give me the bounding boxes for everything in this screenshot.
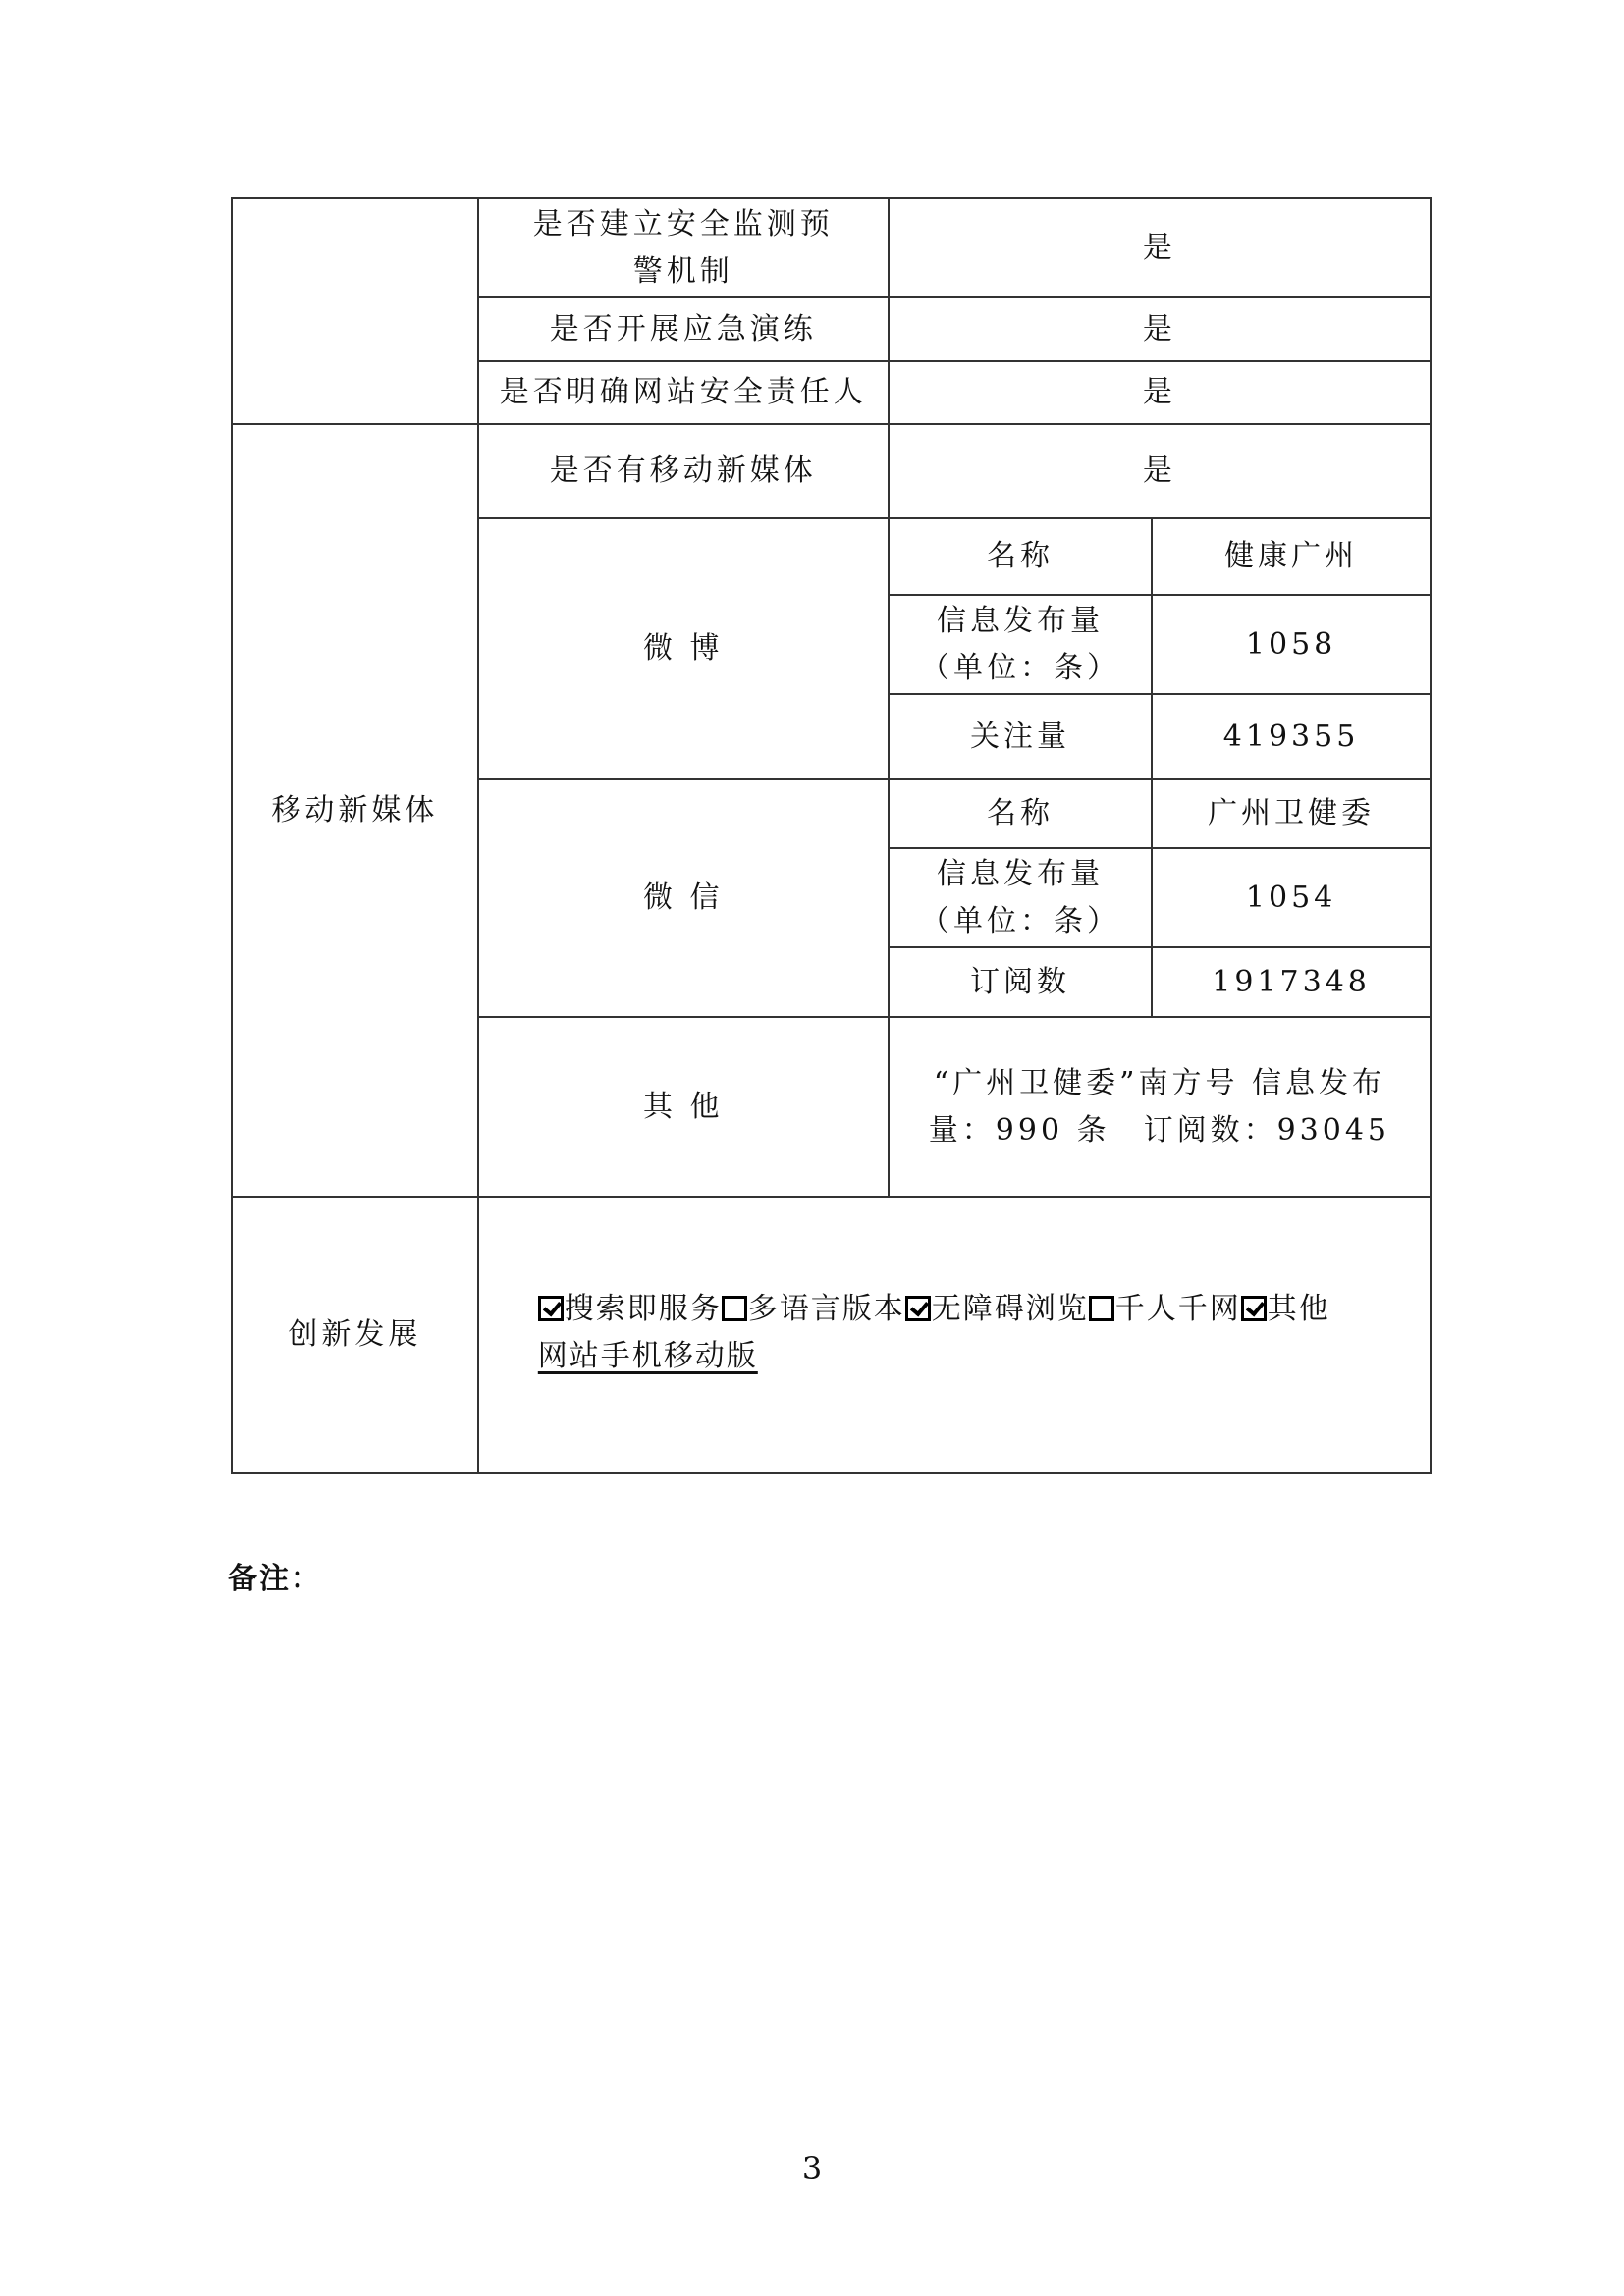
weibo-posts-value: 1058 [1152,595,1431,694]
option-label: 搜索即服务 [564,1292,722,1326]
security-value: 是 [889,198,1431,297]
weibo-followers-value: 419355 [1152,694,1431,779]
security-section-cell [232,198,478,424]
option-label: 千人千网 [1114,1292,1241,1326]
security-label: 是否开展应急演练 [478,297,889,361]
wechat-label: 微 信 [478,779,889,1017]
security-value: 是 [889,297,1431,361]
wechat-subscribers-label: 订阅数 [889,947,1152,1017]
security-label: 是否明确网站安全责任人 [478,361,889,424]
checkbox-empty-icon [722,1296,747,1321]
security-label: 是否建立安全监测预警机制 [478,198,889,297]
other-line-2: 量：990 条 订阅数：93045 [928,1112,1391,1148]
checkbox-checked-icon [538,1296,564,1321]
other-label: 其 他 [478,1017,889,1197]
wechat-posts-value: 1054 [1152,848,1431,947]
wechat-subscribers-value: 1917348 [1152,947,1431,1017]
wechat-posts-label: 信息发布量（单位：条） [889,848,1152,947]
weibo-name-value: 健康广州 [1152,518,1431,595]
checkbox-checked-icon [1241,1296,1267,1321]
page-number: 3 [801,2150,823,2187]
note-label: 备注： [228,1562,322,1596]
other-line-1: “广州卫健委”南方号 信息发布 [933,1065,1385,1100]
other-value [889,1017,1431,1197]
option-label: 多语言版本 [747,1292,905,1326]
weibo-name-label: 名称 [889,518,1152,595]
innovation-options [478,1197,1431,1473]
table-row [232,198,1431,297]
checkbox-empty-icon [1089,1296,1114,1321]
option-label: 无障碍浏览 [931,1292,1089,1326]
checkbox-checked-icon [905,1296,931,1321]
option-label: 其他 [1267,1292,1330,1326]
wechat-name-value: 广州卫健委 [1152,779,1431,848]
innovation-section-label: 创新发展 [232,1197,478,1473]
report-table [231,197,1432,1474]
weibo-posts-label: 信息发布量（单位：条） [889,595,1152,694]
weibo-label: 微 博 [478,518,889,779]
weibo-followers-label: 关注量 [889,694,1152,779]
has-mobile-label: 是否有移动新媒体 [478,424,889,518]
mobile-media-section-label: 移动新媒体 [232,424,478,1197]
wechat-name-label: 名称 [889,779,1152,848]
has-mobile-value: 是 [889,424,1431,518]
table-row [232,424,1431,518]
table-row [232,1197,1431,1473]
security-value: 是 [889,361,1431,424]
other-innovation-text: 网站手机移动版 [537,1339,758,1373]
